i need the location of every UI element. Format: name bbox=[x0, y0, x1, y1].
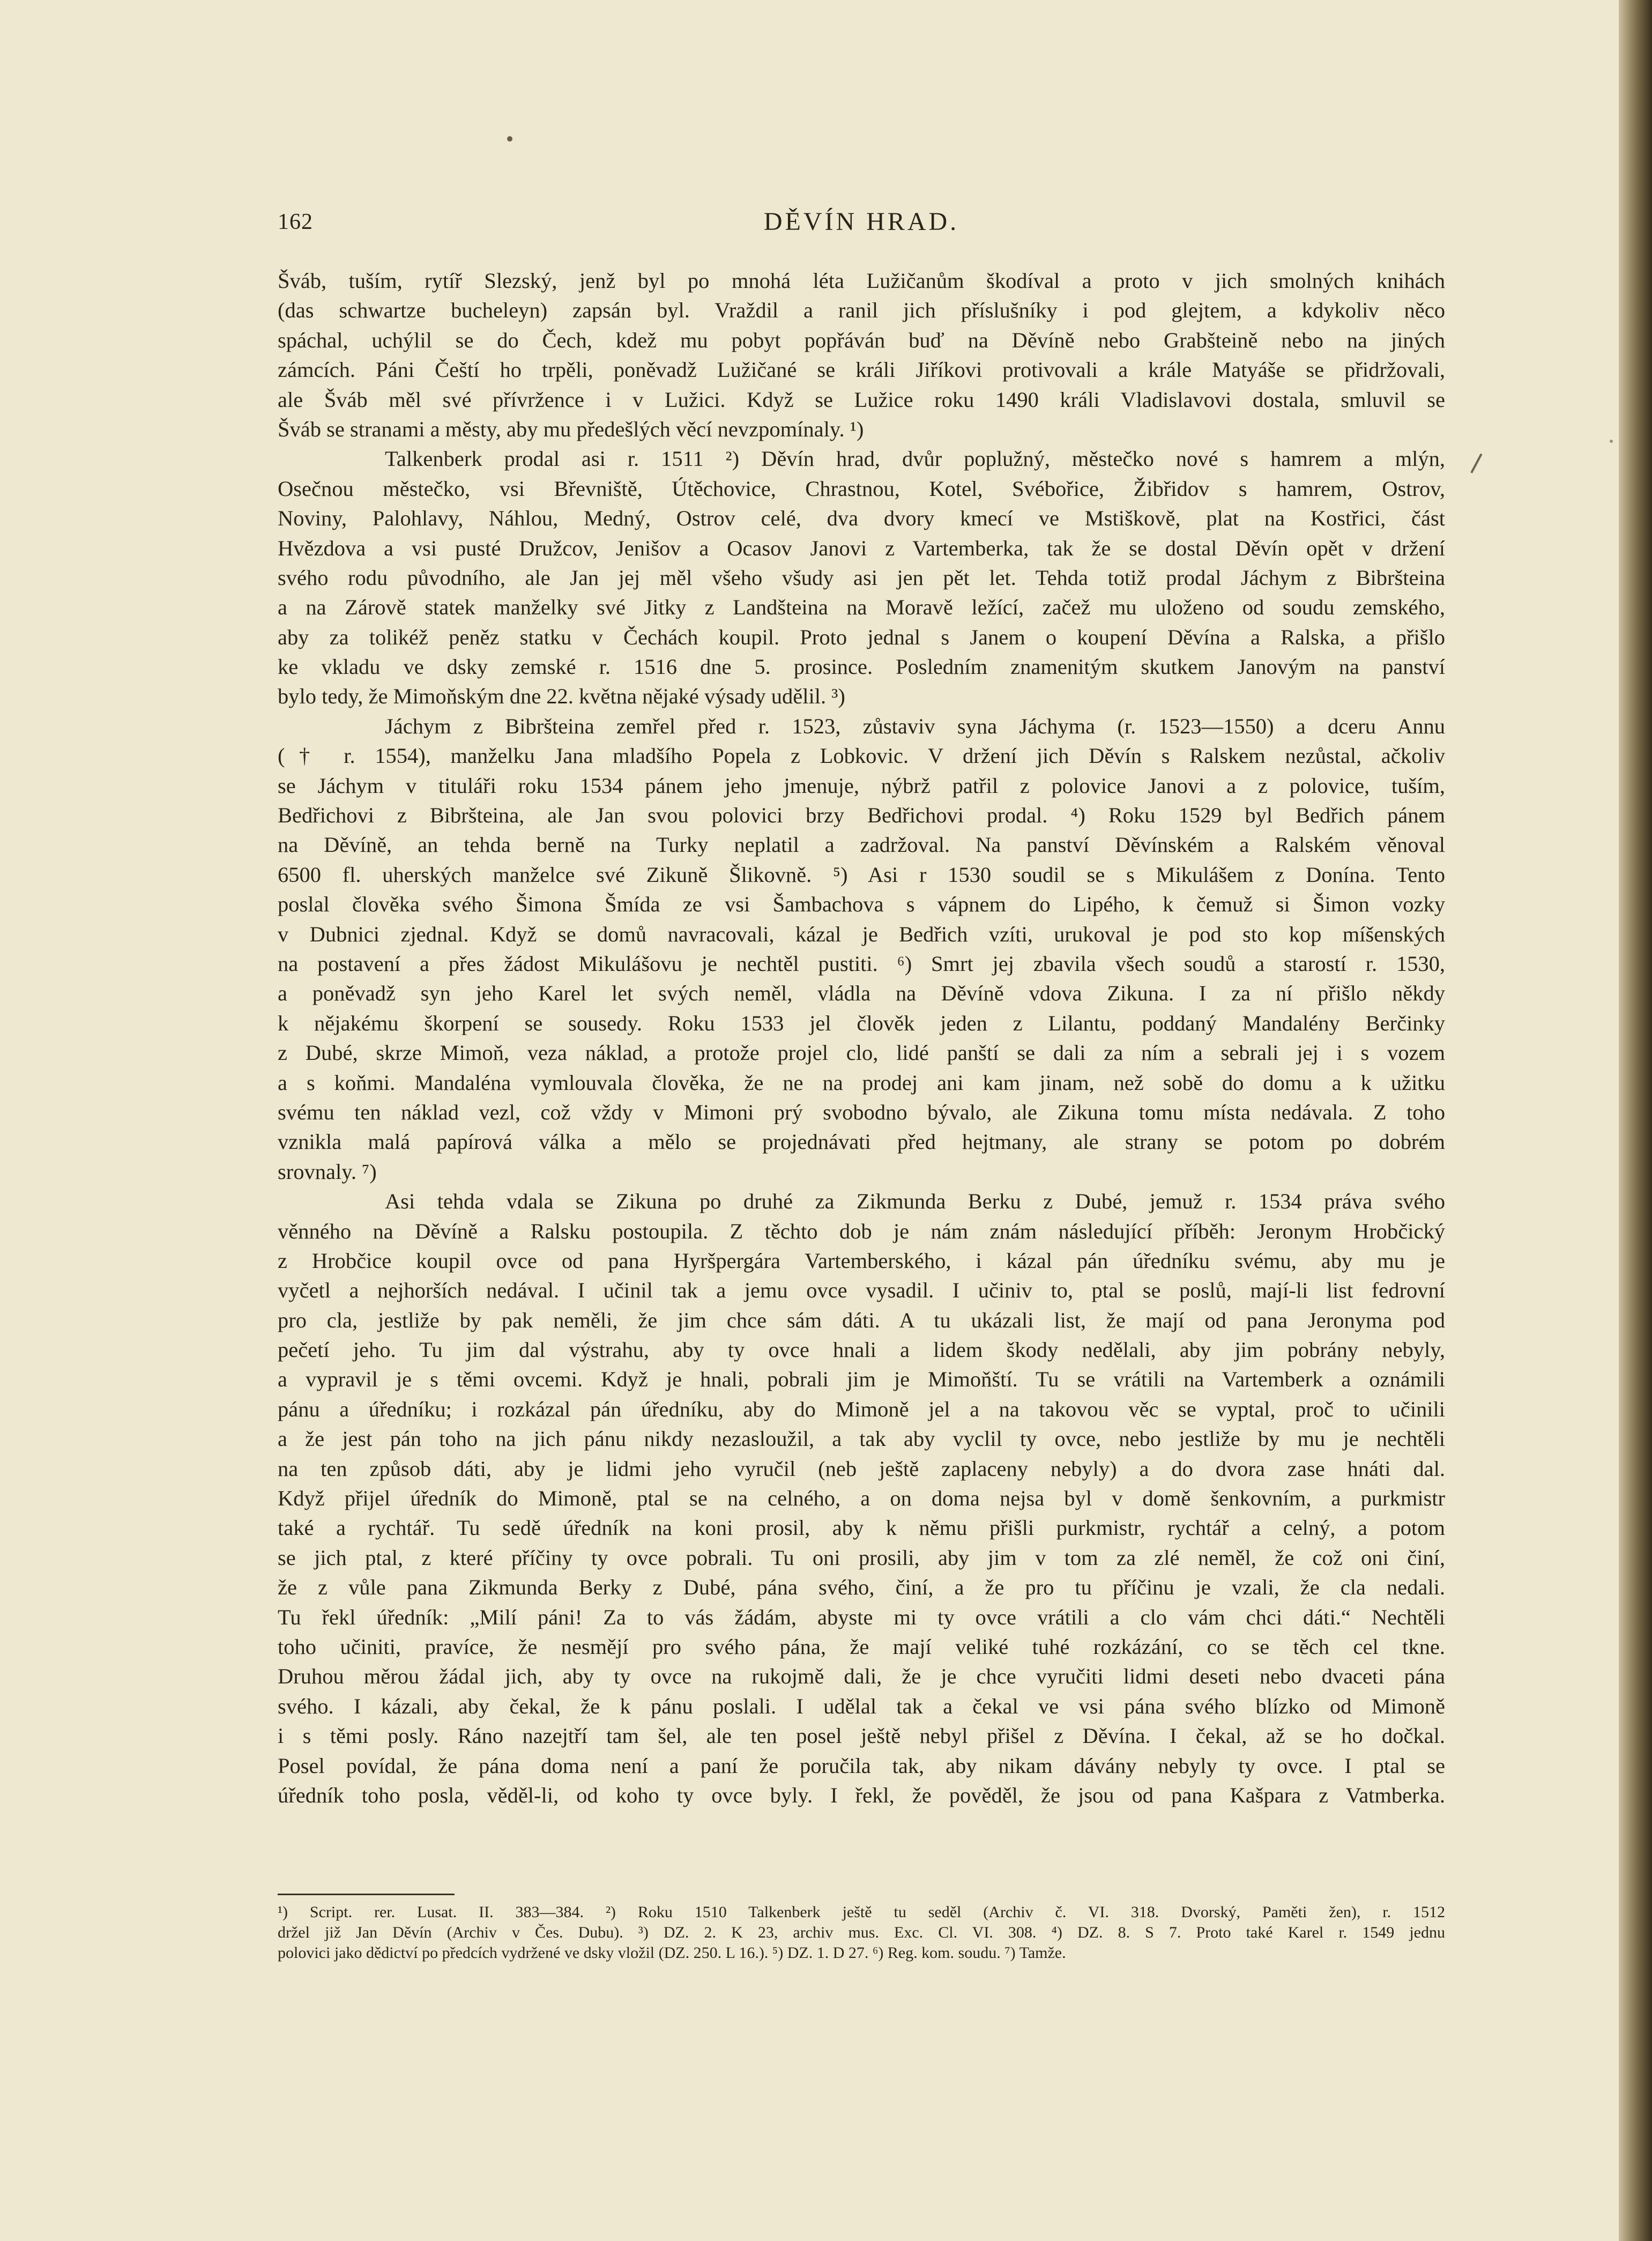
text-line: Tu řekl úředník: „Milí páni! Za to vás žádám, abyste mi ty ovce vrátili a clo vám chci dáti.“ Nechtěli bbox=[278, 1605, 1445, 1629]
text-line: aby za tolikéž peněz statku v Čechách koupil. Proto jednal s Janem o koupení Děvína a Ralska, a přišlo bbox=[278, 625, 1445, 649]
text-line: ke vkladu ve dsky zemské r. 1516 dne 5. prosince. Posledním znamenitým skutkem Janovým na panství bbox=[278, 655, 1445, 679]
text-line: i s těmi posly. Ráno nazejtří tam šel, ale ten posel ještě nebyl přišel z Děvína. I čekal, až se ho dočkal. bbox=[278, 1724, 1445, 1748]
text-line: poslal člověka svého Šimona Šmída ze vsi Šambachova s vápnem do Lipého, k čemuž si Šimon vozky bbox=[278, 892, 1445, 917]
text-line: ale Šváb měl své přívržence i v Lužici. Když se Lužice roku 1490 králi Vladislavovi dostala, smluvil se bbox=[278, 387, 1445, 412]
text-line: Jáchym z Bibršteina zemřel před r. 1523, zůstaviv syna Jáchyma (r. 1523—1550) a dceru Annu bbox=[385, 714, 1445, 738]
ink-speck bbox=[507, 136, 512, 142]
text-line: Šváb se stranami a městy, aby mu předešlých věcí nevzpomínaly. ¹) bbox=[278, 417, 864, 441]
text-line: a poněvadž syn jeho Karel let svých neměl, vládla na Děvíně vdova Zikuna. I za ní přišlo někdy bbox=[278, 981, 1445, 1006]
book-spine bbox=[1619, 0, 1652, 2241]
text-line: Když přijel úředník do Mimoně, ptal se na celného, a on doma nejsa byl v domě šenkovním, a purkmistr bbox=[278, 1486, 1445, 1511]
text-line: Druhou měrou žádal jich, aby ty ovce na rukojmě dali, že je chce vyručiti lidmi deseti nebo dvaceti pána bbox=[278, 1664, 1445, 1689]
text-line: Posel povídal, že pána doma není a paní že poručila tak, aby nikam dávány nebyly ty ovce. I ptal se bbox=[278, 1753, 1445, 1778]
text-line: pro cla, jestliže by pak neměli, že jim chce sám dáti. A tu ukázali list, že mají od pana Jeronyma pod bbox=[278, 1308, 1445, 1332]
text-line: toho učiniti, pravíce, že nesmějí pro svého pána, že mají veliké tuhé rozkázání, co se těch cel tkne. bbox=[278, 1634, 1445, 1659]
text-line: a že jest pán toho na jich pánu nikdy nezasloužil, a tak aby vyclil ty ovce, nebo jestliže by mu je nechtěli bbox=[278, 1427, 1445, 1451]
text-line: Bedřichovi z Bibršteina, ale Jan svou polovici brzy Bedřichovi prodal. ⁴) Roku 1529 byl Bedřich pánem bbox=[278, 803, 1445, 828]
text-line: vyčetl a nejhorších nedával. I učinil tak a jemu ovce vysadil. I učiniv to, ptal se poslů, mají-li list fedrovní bbox=[278, 1278, 1445, 1303]
footnote-line: ¹) Script. rer. Lusat. II. 383—384. ²) Roku 1510 Talkenberk ještě tu seděl (Archiv č. VI. 318. Dvorský, Paměti žen), r. 1512 bbox=[278, 1903, 1445, 1921]
text-line: na Děvíně, an tehda berně na Turky neplatil a zadržoval. Na panství Děvínském a Ralském věnoval bbox=[278, 833, 1445, 857]
text-line: spáchal, uchýlil se do Čech, kdež mu pobyt popřáván buď na Děvíně nebo Grabšteině nebo na jiných bbox=[278, 328, 1445, 352]
footnote-divider bbox=[278, 1894, 455, 1895]
text-line: na postavení a přes žádost Mikulášovu je nechtěl pustiti. ⁶) Smrt jej zbavila všech soudů a starostí r. 1530, bbox=[278, 951, 1445, 976]
page-number: 162 bbox=[278, 210, 313, 234]
text-line: 6500 fl. uherských manželce své Zikuně Šlikovně. ⁵) Asi r 1530 soudil se s Mikulášem z Donína. Tento bbox=[278, 862, 1445, 887]
text-line: pánu a úředníku; i rozkázal pán úředníku, aby do Mimoně jel a na takovou věc se vyptal, proč to učinili bbox=[278, 1397, 1445, 1421]
text-line: svého rodu původního, ale Jan jej měl všeho všudy asi jen pět let. Tehda totiž prodal Jáchym z Bibršteina bbox=[278, 565, 1445, 590]
text-line: k nějakému škorpení se sousedy. Roku 1533 jel člověk jeden z Lilantu, poddaný Mandalény Berčinky bbox=[278, 1011, 1445, 1035]
text-line: bylo tedy, že Mimoňským dne 22. května nějaké výsady udělil. ³) bbox=[278, 684, 845, 709]
text-line: Hvězdova a vsi pusté Družcov, Jenišov a Ocasov Janovi z Vartemberka, tak že se dostal Děvín opět v držení bbox=[278, 536, 1445, 560]
text-line: († r. 1554), manželku Jana mladšího Popela z Lobkovic. V držení jich Děvín s Ralskem nezůstal, ačkoliv bbox=[278, 744, 1445, 768]
text-line: Asi tehda vdala se Zikuna po druhé za Zikmunda Berku z Dubé, jemuž r. 1534 práva svého bbox=[385, 1189, 1445, 1214]
text-line: a vypravil je s těmi ovcemi. Když je hnali, pobrali jim je Mimoňští. Tu se vrátili na Vartemberk a oznámili bbox=[278, 1367, 1445, 1392]
text-line: zámcích. Páni Čeští ho trpěli, poněvadž Lužičané se králi Jiříkovi protivovali a krále Matyáše se přidržovali, bbox=[278, 358, 1445, 382]
text-line: na ten způsob dáti, aby je lidmi jeho vyručil (neb ještě zaplaceny nebyly) a do dvora zase hnáti dal. bbox=[278, 1456, 1445, 1481]
text-line: se Jáchym v tituláři roku 1534 pánem jeho jmenuje, nýbrž patřil z polovice Janovi a z polovice, tuším, bbox=[278, 773, 1445, 798]
text-line: a na Zárově statek manželky své Jitky z Landšteina na Moravě ležící, začež mu uloženo od soudu zemského, bbox=[278, 595, 1445, 620]
text-line: věnného na Děvíně a Ralsku postoupila. Z těchto dob je nám znám následující příběh: Jeronym Hrobčický bbox=[278, 1219, 1445, 1243]
text-line bbox=[278, 1810, 1445, 1839]
footnotes bbox=[278, 1902, 1445, 1963]
text-line: a s koňmi. Mandaléna vymlouvala člověka, že ne na prodej ani kam jinam, než sobě do domu a k užitku bbox=[278, 1070, 1445, 1095]
text-line: v Dubnici zjednal. Když se domů navracovali, kázal je Bedřich vzíti, urukoval je pod sto kop míšenských bbox=[278, 922, 1445, 946]
text-line: Noviny, Palohlavy, Náhlou, Medný, Ostrov celé, dva dvory kmecí ve Mstiškově, plat na Kostřici, část bbox=[278, 506, 1445, 531]
text-line: z Hrobčice koupil ovce od pana Hyršpergára Vartemberského, i kázal pán úředníku svému, aby mu je bbox=[278, 1248, 1445, 1273]
text-line: z Dubé, skrze Mimoň, veza náklad, a protože projel clo, lidé panští se dali za ním a sebrali jej i s vozem bbox=[278, 1041, 1445, 1065]
margin-dot bbox=[1610, 440, 1613, 443]
text-line: Osečnou městečko, vsi Břevniště, Útěchovice, Chrastnou, Kotel, Svébořice, Žibřidov s hamrem, Ostrov, bbox=[278, 476, 1445, 501]
text-line: srovnaly. ⁷) bbox=[278, 1159, 377, 1184]
text-line: vznikla malá papírová válka a mělo se projednávati před hejtmany, ale strany se potom po dobrém bbox=[278, 1130, 1445, 1154]
body-text bbox=[278, 266, 1445, 1840]
text-line: úředník toho posla, věděl-li, od koho ty ovce byly. I řekl, že pověděl, že jsou od pana Kašpara z Vatmberka. bbox=[278, 1783, 1445, 1807]
text-line: se jich ptal, z které příčiny ty ovce pobrali. Tu oni prosili, aby jim v tom za zlé neměl, že což oni činí, bbox=[278, 1545, 1445, 1570]
text-line: pečetí jeho. Tu jim dal výstrahu, aby ty ovce hnali a lidem škody nedělali, aby jim pobrány nebyly, bbox=[278, 1338, 1445, 1362]
text-line: také a rychtář. Tu sedě úředník na koni prosil, aby k němu přišli purkmistr, rychtář a celný, a potom bbox=[278, 1516, 1445, 1540]
page-header bbox=[278, 209, 1445, 241]
text-line: Šváb, tuším, rytíř Slezský, jenž byl po mnohá léta Lužičanům škodíval a proto v jich smolných knihách bbox=[278, 269, 1445, 293]
text-line: svého. I kázali, aby čekal, že k pánu poslali. I udělal tak a čekal ve vsi pána svého blízko od Mimoně bbox=[278, 1694, 1445, 1718]
footnote-line: polovici jako dědictví po předcích vydržené ve dsky vložil (DZ. 250. L 16.). ⁵) DZ. 1. D 27. ⁶) Reg. kom. soudu. ⁷) Tamže. bbox=[278, 1944, 1066, 1962]
text-line: Talkenberk prodal asi r. 1511 ²) Děvín hrad, dvůr poplužný, městečko nové s hamrem a mlýn, bbox=[385, 447, 1445, 471]
text-line: svému ten náklad vezl, což vždy v Mimoni prý svobodno bývalo, ale Zikuna tomu místa nedávala. Z toho bbox=[278, 1100, 1445, 1124]
footnote-line: držel již Jan Děvín (Archiv v Čes. Dubu). ³) DZ. 2. K 23, archiv mus. Exc. Cl. VI. 308. ⁴) DZ. 8. S 7. Proto také Karel r. 1549 jednu bbox=[278, 1924, 1445, 1941]
running-title: DĚVÍN HRAD. bbox=[763, 207, 959, 236]
text-line: že z vůle pana Zikmunda Berky z Dubé, pána svého, činí, a že pro tu příčinu je vzali, že cla nedali. bbox=[278, 1575, 1445, 1600]
text-line: (das schwartze bucheleyn) zapsán byl. Vraždil a ranil jich příslušníky i pod glejtem, a kdykoliv něco bbox=[278, 298, 1445, 323]
pencil-mark bbox=[1470, 454, 1482, 473]
